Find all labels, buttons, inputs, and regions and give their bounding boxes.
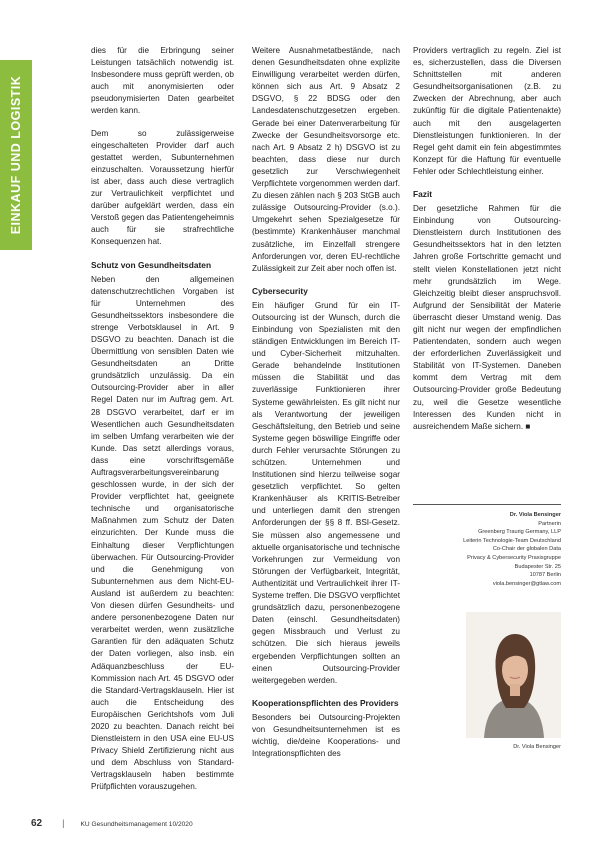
author-email: viola.bensinger@gtlaw.com <box>492 580 561 587</box>
author-line: Leiterin Technologie-Team Deutschland <box>463 537 561 544</box>
author-line: 10787 Berlin <box>529 572 561 579</box>
paragraph: Ein häufiger Grund für ein IT-Outsourcing ist der Wunsch, durch die Einbindung von Spezialisten mit den ständigen Entwicklungen im Bereich IT- und Cyber-Sicherheit mitzuhalten. Gerade behandelnde Institutionen müssen die Stabilität und das zuverlässige Funktionieren ihrer Systeme gewährleisten. Es gilt nicht nur als Verantwortung der jeweiligen Geschäftsleitung, den Betrieb und seine Systeme gegen böswillige Eingriffe oder durch Fehler verursachte Störungen zu schützen. Unternehmen und Institutionen sind hierzu teilweise sogar gesetzlich verpflichtet. So gelten Krankenhäuser als KRITIS-Betreiber und unterliegen damit den strengen Anforderungen der §§ 8 ff. BSI-Gesetz. Sie müssen also angemessene und aktuelle organisatorische und technische Vorkehrungen zur Vermeidung von Störungen der Verfügbarkeit, Integrität, Authentizität und Vertraulichkeit ihrer IT-Systeme treffen. Die DSGVO verpflichtet grundsätzlich dazu, personenbezogene Daten (einschl. Gesundheitsdaten) gegen Missbrauch und Verlust zu schützen. Die sich hieraus jeweils ergebenden Verpflichtungen sollten an einen Outsourcing-Provider weitergegeben werden. <box>252 300 400 685</box>
section-label: EINKAUF UND LOGISTIK <box>9 75 23 235</box>
page-number: 62 <box>31 818 43 829</box>
column-3 <box>413 45 561 443</box>
author-line: Co-Chair der globalen Data <box>492 546 561 553</box>
section-heading: Kooperationspflichten des Providers <box>252 697 399 708</box>
paragraph: Der gesetzliche Rahmen für die Einbindung von Outsourcing-Dienstleistern durch Institutionen des Gesundheitssektors hat in den letzten Jahren große Fortschritte gemacht und stellt vielen Konstellationen jetzt nicht mehr grundsätzlich im Wege. Gleichzeitig bleibt dieser anspruchsvoll. Aufgrund der Sensibilität der Materie überrascht dieser Umstand wenig. Das gilt nicht nur wegen der empfindlichen Patientendaten, sondern auch wegen der erforderlichen Zuverlässigkeit und Stabilität von IT-Systemen. Daneben kommt dem Vertrag mit dem Outsourcing-Provider große Bedeutung zu, weil die Gesetze wesentliche Interessen des Kunden nicht in ausreichendem Maße sichern. ■ <box>413 204 561 431</box>
author-box <box>413 504 561 588</box>
sidebar <box>0 0 32 859</box>
section-heading: Schutz von Gesundheitsdaten <box>91 259 212 270</box>
section-heading: Cybersecurity <box>252 285 308 296</box>
photo-caption: Dr. Viola Bensinger <box>513 744 561 750</box>
author-line: Greenberg Traurig Germany, LLP <box>478 529 561 536</box>
author-photo <box>466 612 561 738</box>
section-heading: Fazit <box>413 189 433 200</box>
page-footer <box>31 818 193 829</box>
paragraph: Weitere Ausnahmetatbestände, nach denen Gesundheitsdaten ohne explizite Einwilligung verarbeitet werden dürfen, können sich aus Art. 9 Absatz 2 DSGVO, § 22 BDSG oder den Landesdatenschutzgesetzen ergeben. Gerade bei einer Datenverarbeitung für Zwecke der Gesundheitsvorsorge etc. nach Art. 9 Absatz 2 h) DSGVO ist zu beachten, dass diese nur durch gesetzlich zur Verschwiegenheit Verpflichtete vorgenommen werden darf. Zu diesen zählen nach § 203 StGB auch zulässige Outsourcing-Provider (s.o.). Umgekehrt sehen Spezialgesetze für (bestimmte) Krankenhäuser manchmal zusätzliche, im Einzelfall strengere Anforderungen vor, deren EU-rechtliche Zulässigkeit zur Zeit aber noch offen ist. <box>252 46 400 273</box>
column-2 <box>252 45 400 770</box>
author-line: Partnerin <box>538 520 561 527</box>
author-name: Dr. Viola Bensinger <box>509 512 561 518</box>
column-1 <box>91 45 234 804</box>
paragraph: Neben den allgemeinen datenschutzrechtlichen Vorgaben ist für Unternehmen des Gesundheitssektors insbesondere die strenge Verbotsklausel in Art. 9 DSGVO zu beachten. Danach ist die Übermittlung von sensiblen Daten wie Gesundheitsdaten an Dritte grundsätzlich unzulässig. Da ein Outsourcing-Provider aber in aller Regel Daten nur im Auftrag gem. Art. 28 DSGVO verarbeitet, darf er im Wesentlichen auch Gesundheitsdaten im selben Umfang verarbeiten wie der Kunde. Das setzt allerdings voraus, dass eine vorschriftsgemäße Auftragsverarbeitungsvereinbarung geschlossen wurde, in der sich der Provider verpflichtet hat, geeignete technische und organisatorische Maßnahmen zum Schutz der Daten einzurichten. Der Kunde muss die Einhaltung dieser Verpflichtungen überwachen. Für Outsourcing-Provider und die Genehmigung von Subunternehmen aus dem Nicht-EU-Ausland ist außerdem zu beachten: Von diesen dürfen Gesundheits- und andere personenbezogene Daten nur verarbeitet werden, wenn zusätzliche Garantien für den adäquaten Schutz der Daten vorliegen, also insb. ein Adäquanzbeschluss der EU-Kommission nach Art. 45 DSGVO oder die Standard-Vertragsklauseln. Hier ist auch die Entscheidung des Europäischen Gerichtshofs vom Juli 2020 zu beachten. Danach reicht bei Dienstleistern in den USA eine EU-US Privacy Shield Zertifizierung nicht aus und dem Abschluss von Standard-Vertragsklauseln haben bestimmte Prüfpflichten vorauszugehen. <box>91 274 234 792</box>
magazine-name: KU Gesundheitsmanagement 10/2020 <box>80 821 193 828</box>
author-line: Privacy & Cybersecurity Praxisgruppe <box>467 554 561 561</box>
paragraph: Dem so zulässigerweise eingeschalteten Provider darf auch gestattet werden, Subunternehmen einzuschalten. Voraussetzung hierfür ist aber, dass auch diese vertraglich zur Vertraulichkeit verpflichtet und darüber aufgeklärt werden, dass ein Verstoß gegen das Patientengeheimnis auch für sie strafrechtliche Konsequenzen hat. <box>91 128 234 247</box>
paragraph: Providers vertraglich zu regeln. Ziel ist es, sicherzustellen, dass die Diversen Schnittstellen mit anderen Gesundheitsorganisationen (z.B. zu Zwecken der Abrechnung, aber auch zukünftig für die digitale Patientenakte) auch mit den ausgelagerten Dienstleistungen funktionieren. In der Regel geht damit ein fein abgestimmtes Konzept für die Haftung für eventuelle Fehler oder Schlechtleistung einher. <box>413 46 561 176</box>
portrait-image <box>466 612 561 738</box>
footer-divider: | <box>62 818 65 828</box>
author-line: Budapester Str. 25 <box>514 563 561 570</box>
paragraph: Besonders bei Outsourcing-Projekten von Gesundheitsunternehmen ist es wichtig, die/deine Kooperations- und Integrationspflichten des <box>252 712 400 759</box>
paragraph: dies für die Erbringung seiner Leistungen tatsächlich notwendig ist. Insbesondere muss geprüft werden, ob auch mit anonymisierten oder pseudonymisierten Daten gearbeitet werden kann. <box>91 46 234 116</box>
